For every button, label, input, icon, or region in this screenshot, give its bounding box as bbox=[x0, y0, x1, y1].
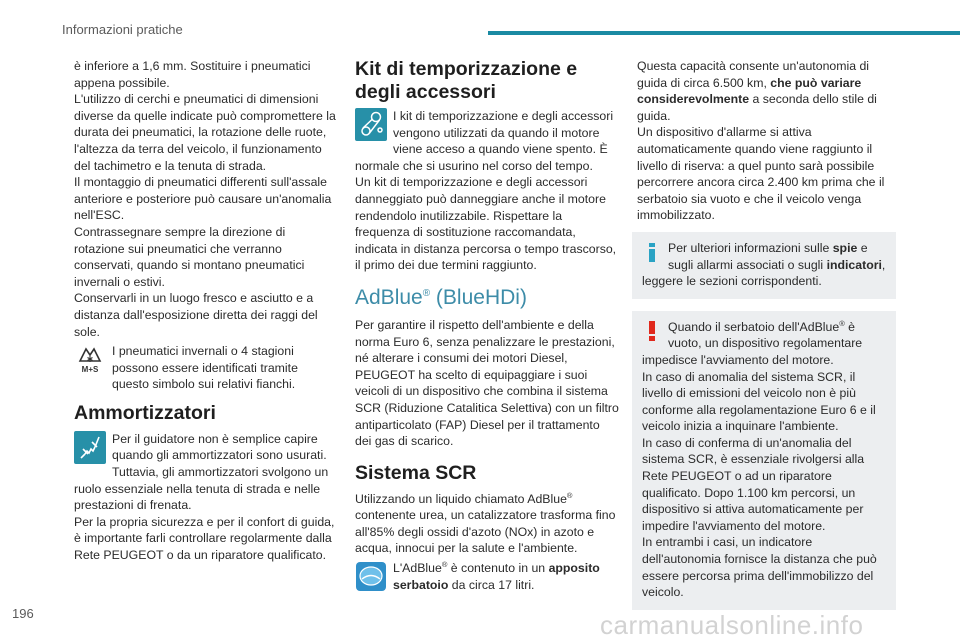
column-3 bbox=[637, 58, 901, 610]
heading-adblue-suffix: (BlueHDi) bbox=[430, 285, 527, 309]
heading-kit-temporizzazione: Kit di temporizzazione e degli accessori bbox=[355, 58, 578, 103]
page-number: 196 bbox=[12, 606, 34, 621]
warning-text-3: In caso di conferma di un'anomalia del sistema SCR, è essenziale rivolgersi alla Rete PEUGEOT o ad un riparatore qualificato. Dopo 1.100 km percorsi, un dispositivo si attiva automaticamente per impedire l'avviamento del motore. bbox=[642, 435, 865, 533]
rotation-direction-text: Contrassegnare sempre la direzione di rotazione sui pneumatici che verranno conservati, quando si montano pneumatici invernali o estivi. bbox=[74, 224, 305, 289]
header-section-title: Informazioni pratiche bbox=[62, 22, 183, 37]
info-text: Per ulteriori informazioni sulle spie e sugli allarmi associati o sugli indicatori, leggere le sezioni corrispondenti. bbox=[642, 240, 886, 289]
warning-box bbox=[632, 311, 896, 610]
winter-icon-label: M+S bbox=[81, 365, 99, 375]
shock-absorber-note bbox=[74, 431, 338, 514]
timing-belt-icon bbox=[355, 108, 387, 141]
warning-text-4: In entrambi i casi, un indicatore dell'autonomia fornisce la distanza che può essere percorsa prima dell'immobilizzo del veicolo. bbox=[642, 535, 877, 600]
adblue-tank-icon bbox=[355, 560, 387, 593]
heading-ammortizzatori: Ammortizzatori bbox=[74, 401, 216, 424]
heading-adblue-registered: ® bbox=[422, 287, 431, 299]
watermark: carmanualsonline.info bbox=[600, 610, 864, 640]
shock-absorber-text-2: Per la propria sicurezza e per il confort di guida, è importante farli controllare regolarmente dalla Rete PEUGEOT o da un riparatore qualificato. bbox=[74, 514, 335, 563]
reserve-alarm-text: Un dispositivo d'allarme si attiva automaticamente quando viene raggiunto il livello di riserva: a quel punto sarà possibile percorrere ancora circa 2.400 km prima che il serbatoio sia vuoto e che il veicolo venga immobilizzato. bbox=[637, 125, 885, 223]
rim-size-text: L'utilizzo di cerchi e pneumatici di dimensioni diverse da quelle indicate può compromettere la durata dei pneumatici, la rotazione delle ruote, l'altezza da terra del veicolo, il funzionamento del tachimetro e la tenuta di strada. bbox=[74, 92, 336, 173]
winter-tyre-note bbox=[74, 343, 338, 393]
storage-text: Conservarli in un luogo fresco e asciutto e a distanza dall'esposizione diretta dei raggi del sole. bbox=[74, 291, 318, 339]
heading-adblue bbox=[355, 286, 619, 309]
adblue-tank-text: L'AdBlue® è contenuto in un apposito serbatoio da circa 17 litri. bbox=[393, 559, 600, 592]
column-2 bbox=[355, 58, 619, 595]
warning-text-2: In caso di anomalia del sistema SCR, il livello di emissioni del veicolo non è più conforme alla regolamentazione Euro 6 e il veicolo inizia a inquinare l'ambiente. bbox=[642, 369, 876, 434]
mixed-tyres-text: Il montaggio di pneumatici differenti sull'assale anteriore e posteriore può causare un'anomalia nell'ESC. bbox=[74, 175, 332, 223]
heading-sistema-scr: Sistema SCR bbox=[355, 461, 477, 484]
tyre-wear-text: è inferiore a 1,6 mm. Sostituire i pneumatici appena possibile. bbox=[74, 59, 311, 90]
info-box bbox=[632, 232, 896, 299]
heading-adblue-text: AdBlue bbox=[355, 285, 423, 309]
info-icon bbox=[642, 242, 662, 262]
adblue-intro-text: Per garantire il rispetto dell'ambiente e della norma Euro 6, senza penalizzare le prestazioni, né alterare i consumi dei motori Diesel, PEUGEOT ha scelto di equipaggiare i suoi veicoli di un dispositivo che combina il sistema SCR (Riduzione Catalitica Selettiva) con un filtro antiparticolato (FAP) Diesel per il trattamento dei gas di scarico. bbox=[355, 317, 619, 449]
timing-kit-text-1: I kit di temporizzazione e degli accessori vengono utilizzati da quando il motore viene acceso a quando viene spento. È normale che si usurino nel corso del tempo. bbox=[355, 109, 614, 173]
timing-kit-text-2: Un kit di temporizzazione e degli accessori danneggiato può danneggiare anche il motore rendendolo inutilizzabile. Rispettare la frequenza di sostituzione raccomandata, indicata in distanza percorsa o tempo trascorso, il primo dei due termini raggiunto. bbox=[355, 175, 617, 273]
autonomy-text: Questa capacità consente un'autonomia di guida di circa 6.500 km, che può variare considerevolmente a seconda dello stile di guida. bbox=[637, 59, 877, 123]
warning-text-1: Quando il serbatoio dell'AdBlue® è vuoto, un dispositivo regolamentare impedisce l'avviamento del motore. bbox=[642, 318, 863, 367]
timing-kit-note bbox=[355, 108, 619, 174]
adblue-tank-note bbox=[355, 560, 619, 595]
shock-absorber-icon bbox=[74, 431, 106, 464]
winter-tyre-text: I pneumatici invernali o 4 stagioni possono essere identificati tramite questo simbolo sui relativi fianchi. bbox=[112, 344, 298, 392]
shock-absorber-text-1: Per il guidatore non è semplice capire quando gli ammortizzatori sono usurati. Tuttavia, gli ammortizzatori svolgono un ruolo essenziale nella tenuta di strada e nelle prestazioni di frenata. bbox=[74, 431, 329, 513]
scr-description-text: Utilizzando un liquido chiamato AdBlue® contenente urea, un catalizzatore trasforma fino all'85% degli ossidi d'azoto (NOx) in azoto e acqua, innocui per la salute e l'ambiente. bbox=[355, 490, 616, 556]
header-accent-bar bbox=[488, 31, 960, 35]
warning-icon bbox=[642, 321, 662, 341]
winter-tyre-icon bbox=[74, 343, 106, 376]
column-1 bbox=[74, 58, 338, 564]
